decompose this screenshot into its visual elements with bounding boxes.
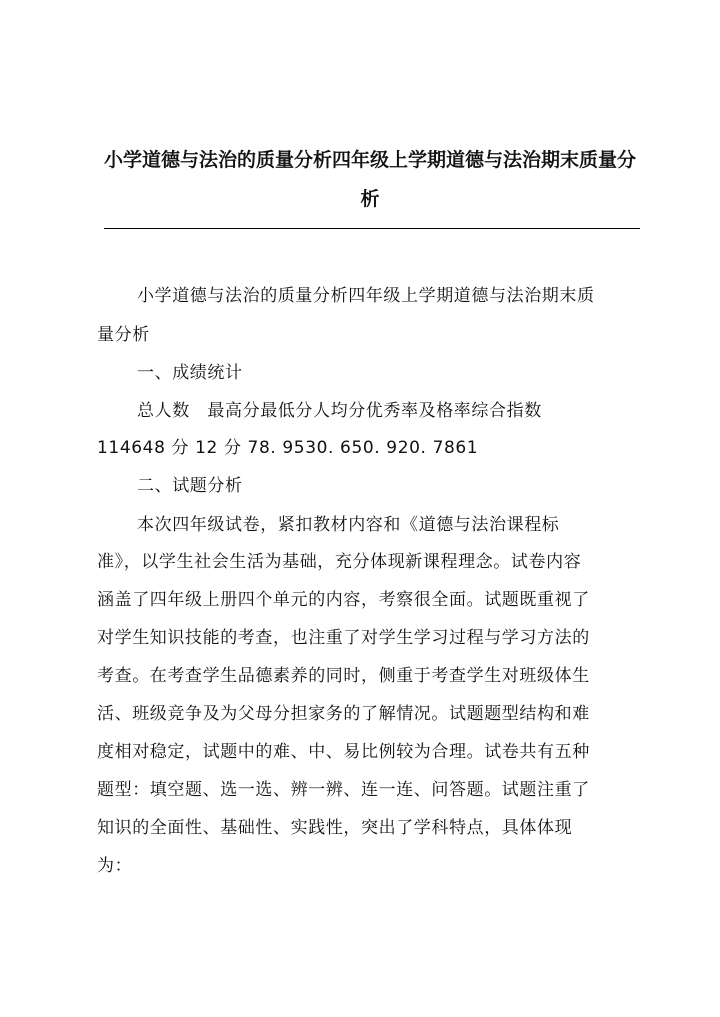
section-heading-question-analysis: 二、试题分析 <box>137 476 243 496</box>
paragraph-line: 知识的全面性、基础性、实践性，突出了学科特点，具体体现 <box>97 818 573 838</box>
paragraph-line: 小学道德与法治的质量分析四年级上学期道德与法治期末质 <box>137 286 595 306</box>
stats-header-line: 总人数 最高分最低分人均分优秀率及格率综合指数 <box>137 401 542 421</box>
paragraph-line: 为： <box>97 856 133 876</box>
title-divider <box>104 228 640 229</box>
paragraph-line: 量分析 <box>97 325 150 345</box>
paragraph-line: 度相对稳定，试题中的难、中、易比例较为合理。试卷共有五种 <box>97 742 590 762</box>
paragraph-line: 题型：填空题、选一选、辨一辨、连一连、问答题。试题注重了 <box>97 780 590 800</box>
paragraph-line: 考查。在考查学生品德素养的同时，侧重于考查学生对班级体生 <box>97 666 590 686</box>
paragraph-line: 准》，以学生社会生活为基础，充分体现新课程理念。试卷内容 <box>97 552 582 572</box>
document-title-line-1: 小学道德与法治的质量分析四年级上学期道德与法治期末质量分 <box>103 149 636 171</box>
section-heading-score-stats: 一、成绩统计 <box>137 363 243 383</box>
stats-values-line: 114648 分 12 分 78. 9530. 650. 920. 7861 <box>97 438 479 458</box>
document-title-line-2: 析 <box>360 188 380 210</box>
paragraph-line: 活、班级竞争及为父母分担家务的了解情况。试题题型结构和难 <box>97 704 590 724</box>
paragraph-line: 涵盖了四年级上册四个单元的内容，考察很全面。试题既重视了 <box>97 590 590 610</box>
paragraph-line: 本次四年级试卷，紧扣教材内容和《道德与法治课程标 <box>137 515 560 535</box>
paragraph-line: 对学生知识技能的考查，也注重了对学生学习过程与学习方法的 <box>97 628 590 648</box>
